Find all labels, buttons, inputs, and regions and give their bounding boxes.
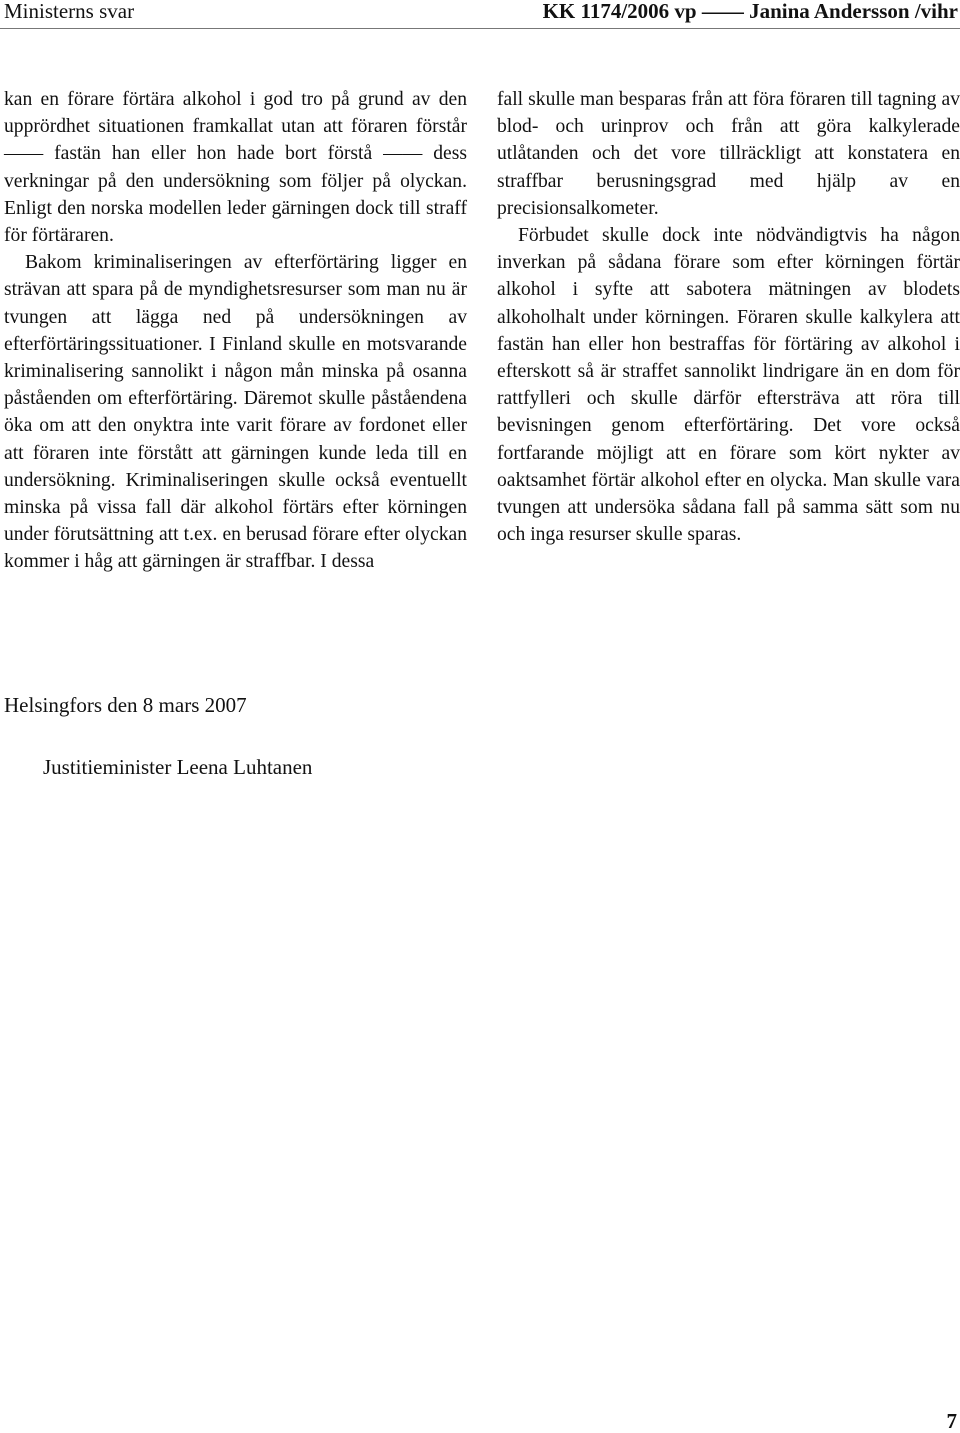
text-column-right [497, 86, 960, 548]
signature-line: Justitieminister Leena Luhtanen [43, 755, 313, 779]
text-column-left [4, 86, 467, 576]
header-document-reference: KK 1174/2006 vp —— Janina Andersson /vihr [542, 0, 958, 23]
page-number: 7 [946, 1409, 957, 1433]
paragraph: Förbudet skulle dock inte nödvändigtvis ha någon inverkan på sådana förare som efter körningen förtär alkohol i syfte att sabotera mätningen av blodets alkoholhalt under körningen. Föraren skulle kalkylera att fastän han eller hon bestraffas för förtäring av alkohol i efterskott så är straffet sannolikt lindrigare än en dom för rattfylleri och skulle därför eftersträva att röra till bevisningen genom efterförtäring. Det vore också fortfarande möjligt att en förare som kört nykter av oaktsamhet förtär alkohol efter en olycka. Man skulle vara tvungen att undersöka sådana fall på samma sätt som nu och inga resurser skulle sparas. [497, 225, 960, 546]
header-section-title: Ministerns svar [4, 0, 135, 23]
paragraph: Bakom kriminaliseringen av efterförtäring ligger en strävan att spara på de myndighetsresurser som man nu är tvungen att lägga ned på undersökningen av efterförtäringssituationer. I Finland skulle en motsvarande kriminalisering sannolikt i någon mån minska på osanna påståenden om efterförtäring. Däremot skulle påståendena öka om att den onyktra inte varit förare av fordonet eller att föraren inte förstått att gärningen kunde leda till en undersökning. Kriminaliseringen skulle också eventuellt minska på vissa fall där alkohol förtärs efter körningen under förutsättning att t.ex. en berusad förare efter olyckan kommer i håg att gärningen är straffbar. I dessa [4, 252, 467, 573]
paragraph: fall skulle man besparas från att föra föraren till tagning av blod- och urinprov och från att göra kalkylerade utlåtanden och det vore tillräckligt att konstatera en straffbar berusningsgrad med hjälp av en precisionsalkometer. [497, 89, 960, 219]
place-and-date: Helsingfors den 8 mars 2007 [4, 693, 247, 717]
paragraph: kan en förare förtära alkohol i god tro på grund av den upprördhet situationen framkallat utan att föraren förstår —— fastän han eller hon hade bort förstå —— dess verkningar på den undersökning som följer på olyckan. Enligt den norska modellen leder gärningen dock till straff för förtäraren. [4, 89, 467, 247]
page-header [0, 0, 960, 29]
